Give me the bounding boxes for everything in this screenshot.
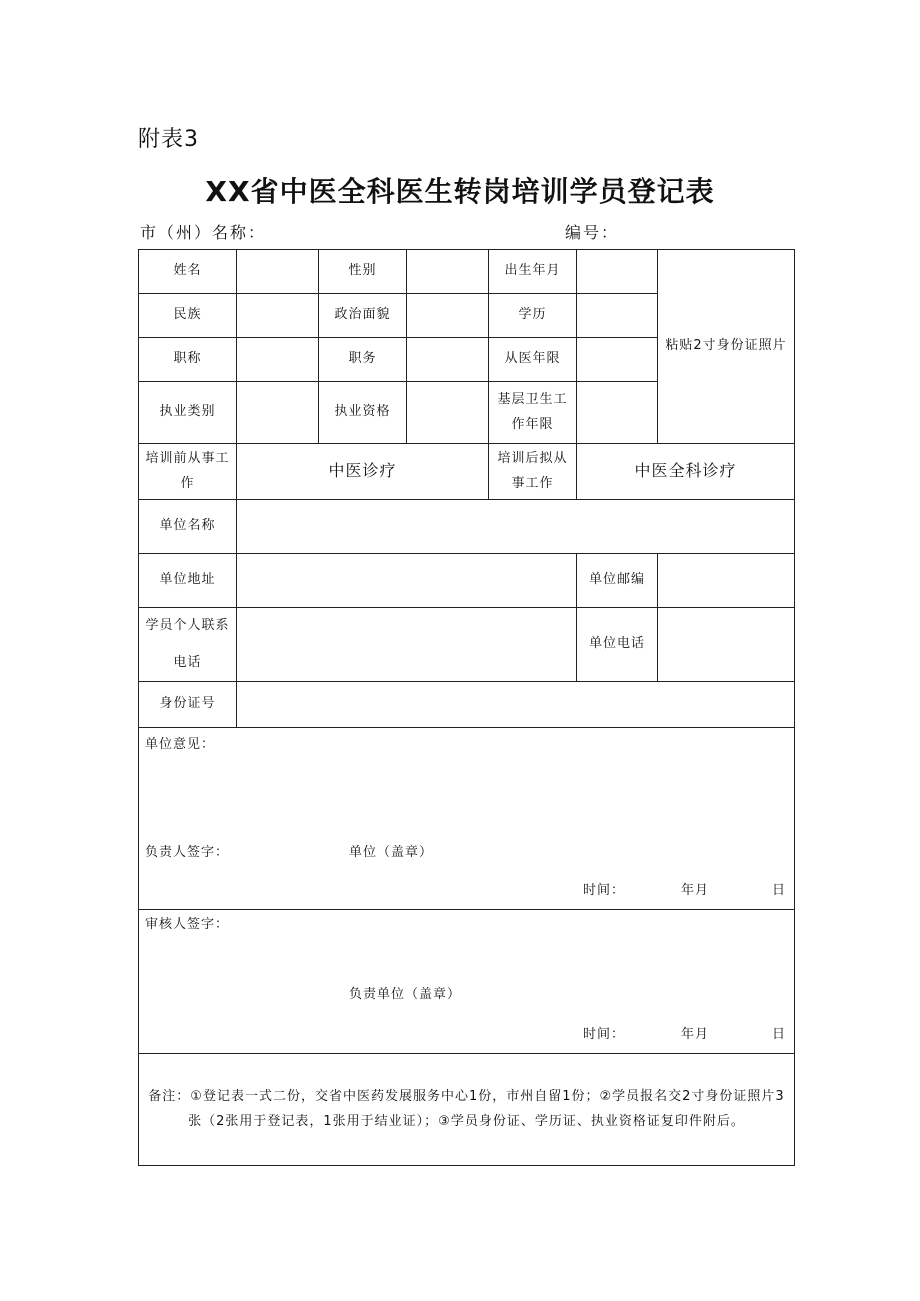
practice-qualification-field[interactable]: [407, 382, 489, 444]
opinion-time-label: 时间：: [583, 882, 626, 898]
political-label: 政治面貌: [319, 294, 407, 338]
id-number-label: 身份证号: [139, 682, 237, 728]
page-title: XX省中医全科医生转岗培训学员登记表: [205, 175, 715, 208]
education-field[interactable]: [577, 294, 658, 338]
grassroots-years-field[interactable]: [577, 382, 658, 444]
work-before-label: 培训前从事工作: [139, 444, 237, 500]
personal-phone-field[interactable]: [237, 608, 577, 682]
unit-address-field[interactable]: [237, 554, 577, 608]
birth-field[interactable]: [577, 250, 658, 294]
political-field[interactable]: [407, 294, 489, 338]
name-field[interactable]: [237, 250, 319, 294]
position-label: 职务: [319, 338, 407, 382]
practice-qualification-label: 执业资格: [319, 382, 407, 444]
title-field[interactable]: [237, 338, 319, 382]
unit-phone-label: 单位电话: [577, 608, 658, 682]
work-after-value[interactable]: 中医全科诊疗: [577, 444, 795, 500]
gender-label: 性别: [319, 250, 407, 294]
unit-name-label: 单位名称: [139, 500, 237, 554]
work-after-label: 培训后拟从事工作: [489, 444, 577, 500]
number-label: 编号：: [565, 223, 620, 242]
work-before-value[interactable]: 中医诊疗: [237, 444, 489, 500]
review-day: 日: [771, 1026, 786, 1042]
years-practice-label: 从医年限: [489, 338, 577, 382]
ethnicity-label: 民族: [139, 294, 237, 338]
grassroots-years-label: 基层卫生工作年限: [489, 382, 577, 444]
unit-postcode-field[interactable]: [658, 554, 795, 608]
birth-label: 出生年月: [489, 250, 577, 294]
opinion-day: 日: [771, 882, 786, 898]
responsible-unit-seal: 负责单位（盖章）: [349, 986, 462, 1002]
review-time-label: 时间：: [583, 1026, 626, 1042]
photo-area[interactable]: 粘贴2寸身份证照片: [658, 250, 795, 444]
unit-postcode-label: 单位邮编: [577, 554, 658, 608]
practice-category-label: 执业类别: [139, 382, 237, 444]
unit-seal-label: 单位（盖章）: [349, 844, 434, 860]
title-label: 职称: [139, 338, 237, 382]
unit-phone-field[interactable]: [658, 608, 795, 682]
unit-opinion-section[interactable]: [139, 728, 795, 910]
annex-label: 附表3: [138, 127, 199, 152]
position-field[interactable]: [407, 338, 489, 382]
education-label: 学历: [489, 294, 577, 338]
reviewer-label: 审核人签字：: [145, 916, 230, 932]
opinion-year-month: 年月: [681, 882, 710, 898]
review-section[interactable]: [139, 910, 795, 1054]
name-label: 姓名: [139, 250, 237, 294]
gender-field[interactable]: [407, 250, 489, 294]
personal-phone-label: 学员个人联系电话: [139, 608, 237, 682]
unit-address-label: 单位地址: [139, 554, 237, 608]
city-label: 市（州）名称：: [140, 223, 267, 242]
registration-form: [138, 249, 795, 1166]
id-number-field[interactable]: [237, 682, 795, 728]
ethnicity-field[interactable]: [237, 294, 319, 338]
remarks: 备注：①登记表一式二份，交省中医药发展服务中心1份，市州自留1份；②学员报名交2寸身份证照片3张（2张用于登记表，1张用于结业证）；③学员身份证、学历证、执业资格证复印件附后。: [139, 1054, 795, 1166]
unit-opinion-label: 单位意见：: [145, 736, 216, 752]
unit-name-field[interactable]: [237, 500, 795, 554]
review-year-month: 年月: [681, 1026, 710, 1042]
signer-label: 负责人签字：: [145, 844, 230, 860]
years-practice-field[interactable]: [577, 338, 658, 382]
practice-category-field[interactable]: [237, 382, 319, 444]
